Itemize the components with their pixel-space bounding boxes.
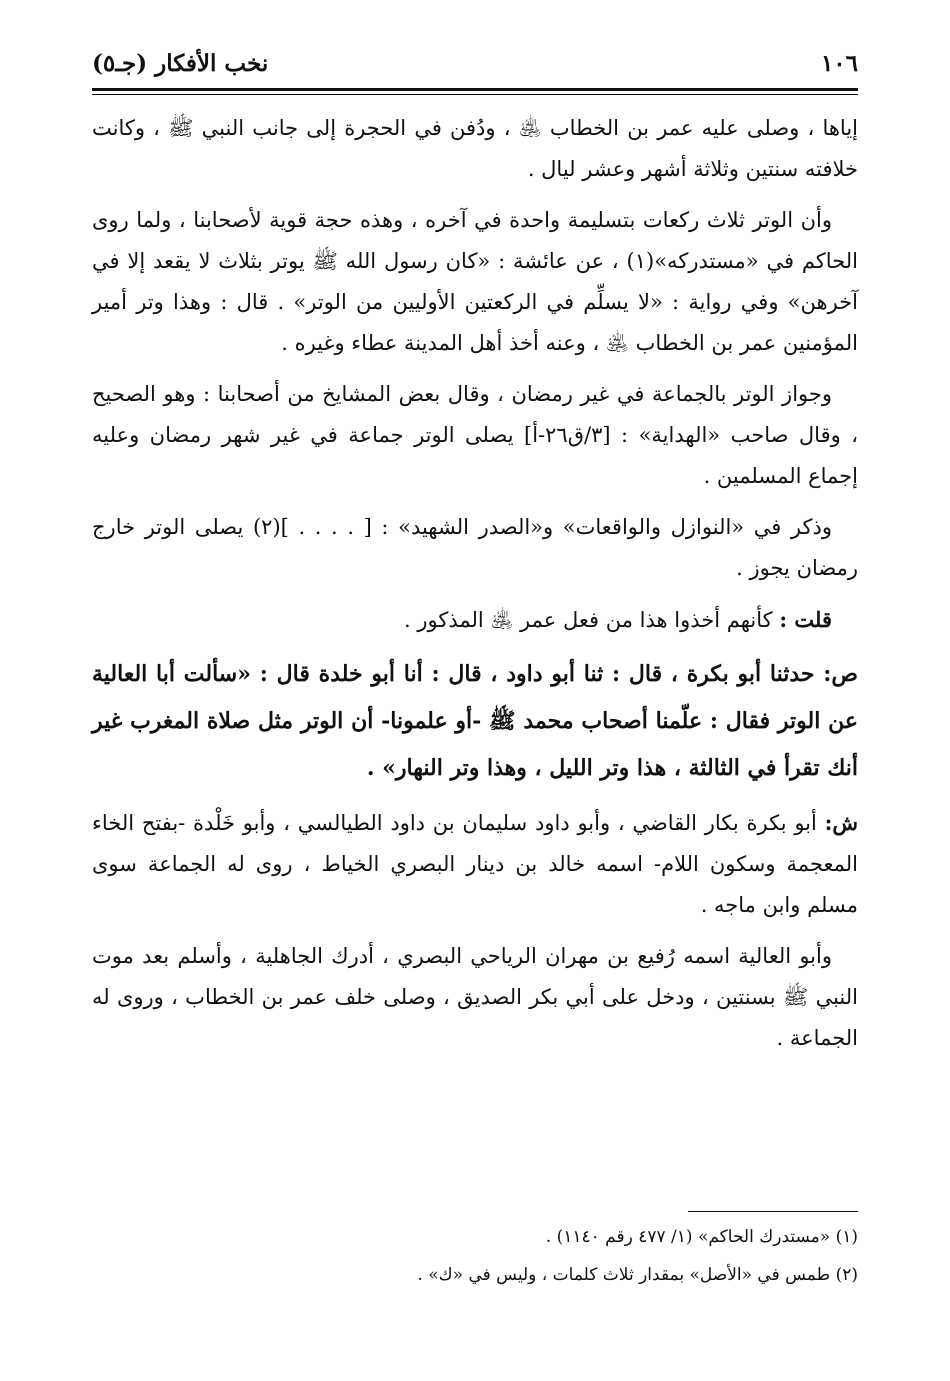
footnotes	[92, 1218, 858, 1294]
qult-lead: قلت :	[779, 607, 832, 632]
page-number: ١٠٦	[820, 49, 858, 77]
sharh-paragraph	[92, 802, 858, 926]
running-title: نخب الأفكار (جـ٥)	[92, 49, 269, 77]
qult-paragraph	[92, 599, 858, 641]
paragraph-4: وذكر في «النوازل والواقعات» و«الصدر الشهيد» : [ . . . . ](٢) يصلى الوتر خارج رمضان يجوز .	[92, 515, 858, 580]
paragraph-2: وأن الوتر ثلاث ركعات بتسليمة واحدة في آخره ، وهذه حجة قوية لأصحابنا ، ولما روى الحاكم في «مستدركه»(١) ، عن عائشة : «كان رسول الله ﷺ يوتر بثلاث لا يقعد إلا في آخرهن» وفي رواية : «لا يسلِّم في الركعتين الأوليين من الوتر» . قال : وهذا وتر أمير المؤمنين عمر بن الخطاب ﵁ ، وعنه أخذ أهل المدينة عطاء وغيره .	[92, 208, 858, 355]
footnote-2: (٢) طمس في «الأصل» بمقدار ثلاث كلمات ، وليس في «ك» .	[417, 1265, 858, 1285]
page-header	[92, 40, 858, 86]
paragraph-last: وأبو العالية اسمه رُفيع بن مهران الرياحي البصري ، أدرك الجاهلية ، وأسلم بعد موت النبي ﷺ بسنتين ، ودخل على أبي بكر الصديق ، وصلى خلف عمر بن الخطاب ، وروى له الجماعة .	[92, 944, 858, 1050]
paragraph-3: وجواز الوتر بالجماعة في غير رمضان ، وقال بعض المشايخ من أصحابنا : وهو الصحيح ، وقال صاحب «الهداية» : [٣/ق٢٦-أ] يصلى الوتر جماعة في غير شهر رمضان وعليه إجماع المسلمين .	[92, 382, 858, 488]
footnote-1: (١) «مستدرك الحاكم» (١/ ٤٧٧ رقم ١١٤٠) .	[545, 1227, 858, 1247]
hadith-paragraph: ص: حدثنا أبو بكرة ، قال : ثنا أبو داود ، قال : أنا أبو خلدة قال : «سألت أبا العالية عن الوتر فقال : علّمنا أصحاب محمد ﷺ -أو علمونا- أن الوتر مثل صلاة المغرب غير أنك تقرأ في الثالثة ، هذا وتر الليل ، وهذا وتر النهار» .	[92, 661, 858, 781]
qult-text: كأنهم أخذوا هذا من فعل عمر ﵁ المذكور .	[403, 608, 780, 632]
header-rule-thick	[92, 88, 858, 91]
main-text	[92, 108, 858, 1069]
footnote-separator	[688, 1211, 858, 1212]
sharh-text: أبو بكرة بكار القاضي ، وأبو داود سليمان بن داود الطيالسي ، وأبو خَلْدة -بفتح الخاء المعجمة وسكون اللام- اسمه خالد بن دينار البصري الخياط ، روى له الجماعة سوى مسلم وابن ماجه .	[92, 811, 858, 917]
paragraph-1: إياها ، وصلى عليه عمر بن الخطاب ﵁ ، ودُفن في الحجرة إلى جانب النبي ﷺ ، وكانت خلافته سنتين وثلاثة أشهر وعشر ليال .	[92, 116, 858, 181]
header-rule-thin	[92, 94, 858, 95]
sharh-lead: ش:	[824, 810, 858, 835]
